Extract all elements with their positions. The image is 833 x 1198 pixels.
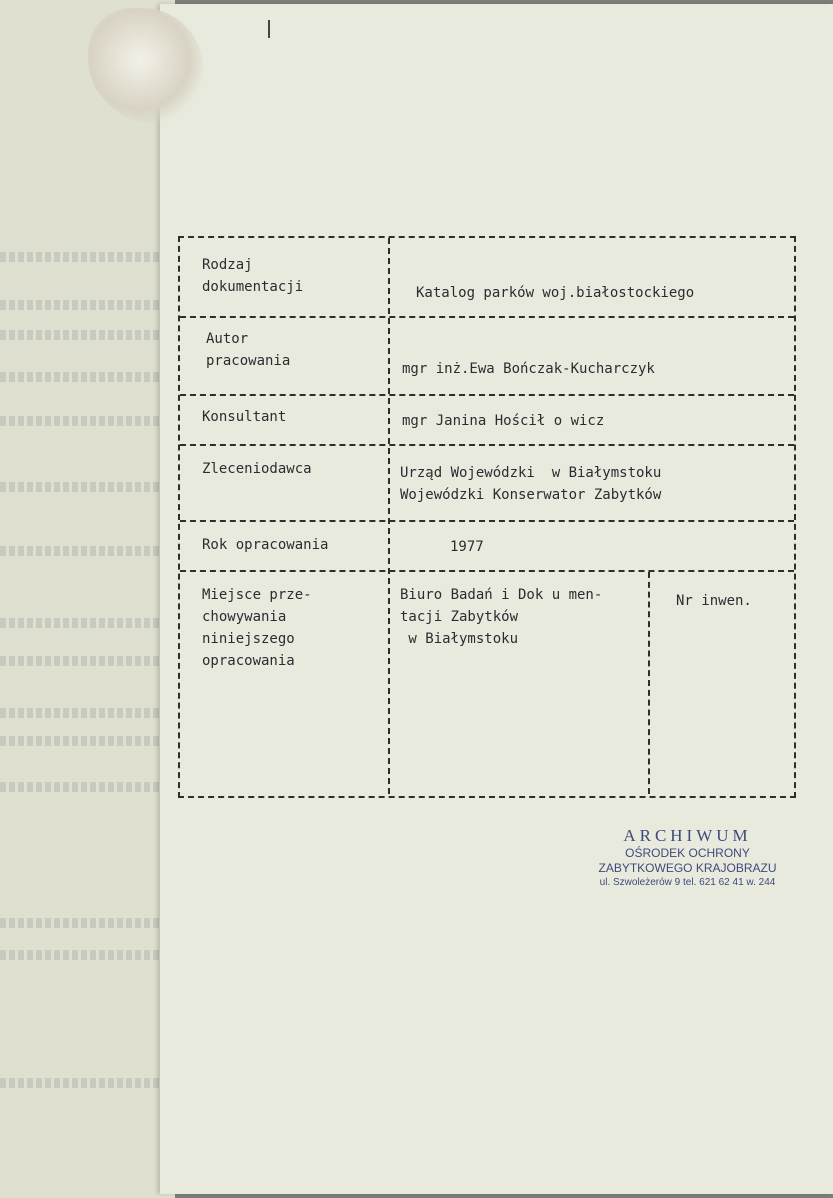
bleed-through-line xyxy=(0,918,175,928)
row-divider xyxy=(180,520,794,522)
row-divider xyxy=(180,394,794,396)
label-konsultant: Konsultant xyxy=(202,409,287,425)
value-rok-opracowania: 1977 xyxy=(450,539,484,555)
value-autor: mgr inż.Ewa Bończak-Kucharczyk xyxy=(402,361,655,377)
bleed-through-line xyxy=(0,736,175,746)
bleed-through-line xyxy=(0,482,175,492)
label-rok-opracowania: Rok opracowania xyxy=(202,537,329,553)
label-rodzaj-dokumentacji: Rodzaj dokumentacji xyxy=(202,257,304,295)
value-konsultant: mgr Janina Hościł o wicz xyxy=(402,413,605,429)
documentation-table xyxy=(178,236,796,798)
stamp-zabytkowego: ZABYTKOWEGO KRAJOBRAZU xyxy=(598,861,777,875)
bleed-through-line xyxy=(0,656,175,666)
bleed-through-line xyxy=(0,950,175,960)
row-divider xyxy=(180,444,794,446)
bleed-through-line xyxy=(0,708,175,718)
column-divider xyxy=(388,238,390,794)
column-divider-inventory xyxy=(648,572,650,794)
row-divider xyxy=(180,316,794,318)
underlying-page xyxy=(0,0,175,1198)
value-rodzaj-dokumentacji: Katalog parków woj.białostockiego xyxy=(416,285,695,301)
stamp-osrodek: OŚRODEK OCHRONY xyxy=(625,846,750,860)
stamp-archiwum: ARCHIWUM xyxy=(623,826,752,845)
row-divider xyxy=(180,570,794,572)
bleed-through-line xyxy=(0,618,175,628)
label-zleceniodawca: Zleceniodawca xyxy=(202,461,312,477)
value-zleceniodawca: Urząd Wojewódzki w Białymstoku Wojewódzki Konserwator Zabytków xyxy=(400,465,662,503)
pen-mark xyxy=(268,20,270,38)
bleed-through-line xyxy=(0,330,175,340)
bleed-through-line xyxy=(0,782,175,792)
bleed-through-line xyxy=(0,546,175,556)
value-miejsce-przechowywania: Biuro Badań i Dok u men- tacji Zabytków w Białymstoku xyxy=(400,587,603,647)
bleed-through-line xyxy=(0,416,175,426)
bleed-through-line xyxy=(0,300,175,310)
label-autor: Autor pracowania xyxy=(206,331,291,369)
archive-stamp xyxy=(580,826,795,890)
label-nr-inwentarza: Nr inwen. xyxy=(676,593,752,609)
bleed-through-line xyxy=(0,372,175,382)
stamp-address: ul. Szwoleżerów 9 tel. 621 62 41 w. 244 xyxy=(599,877,776,888)
bleed-through-line xyxy=(0,1078,175,1088)
label-miejsce-przechowywania: Miejsce prze- chowywania niniejszego opracowania xyxy=(202,587,312,669)
bleed-through-line xyxy=(0,252,175,262)
